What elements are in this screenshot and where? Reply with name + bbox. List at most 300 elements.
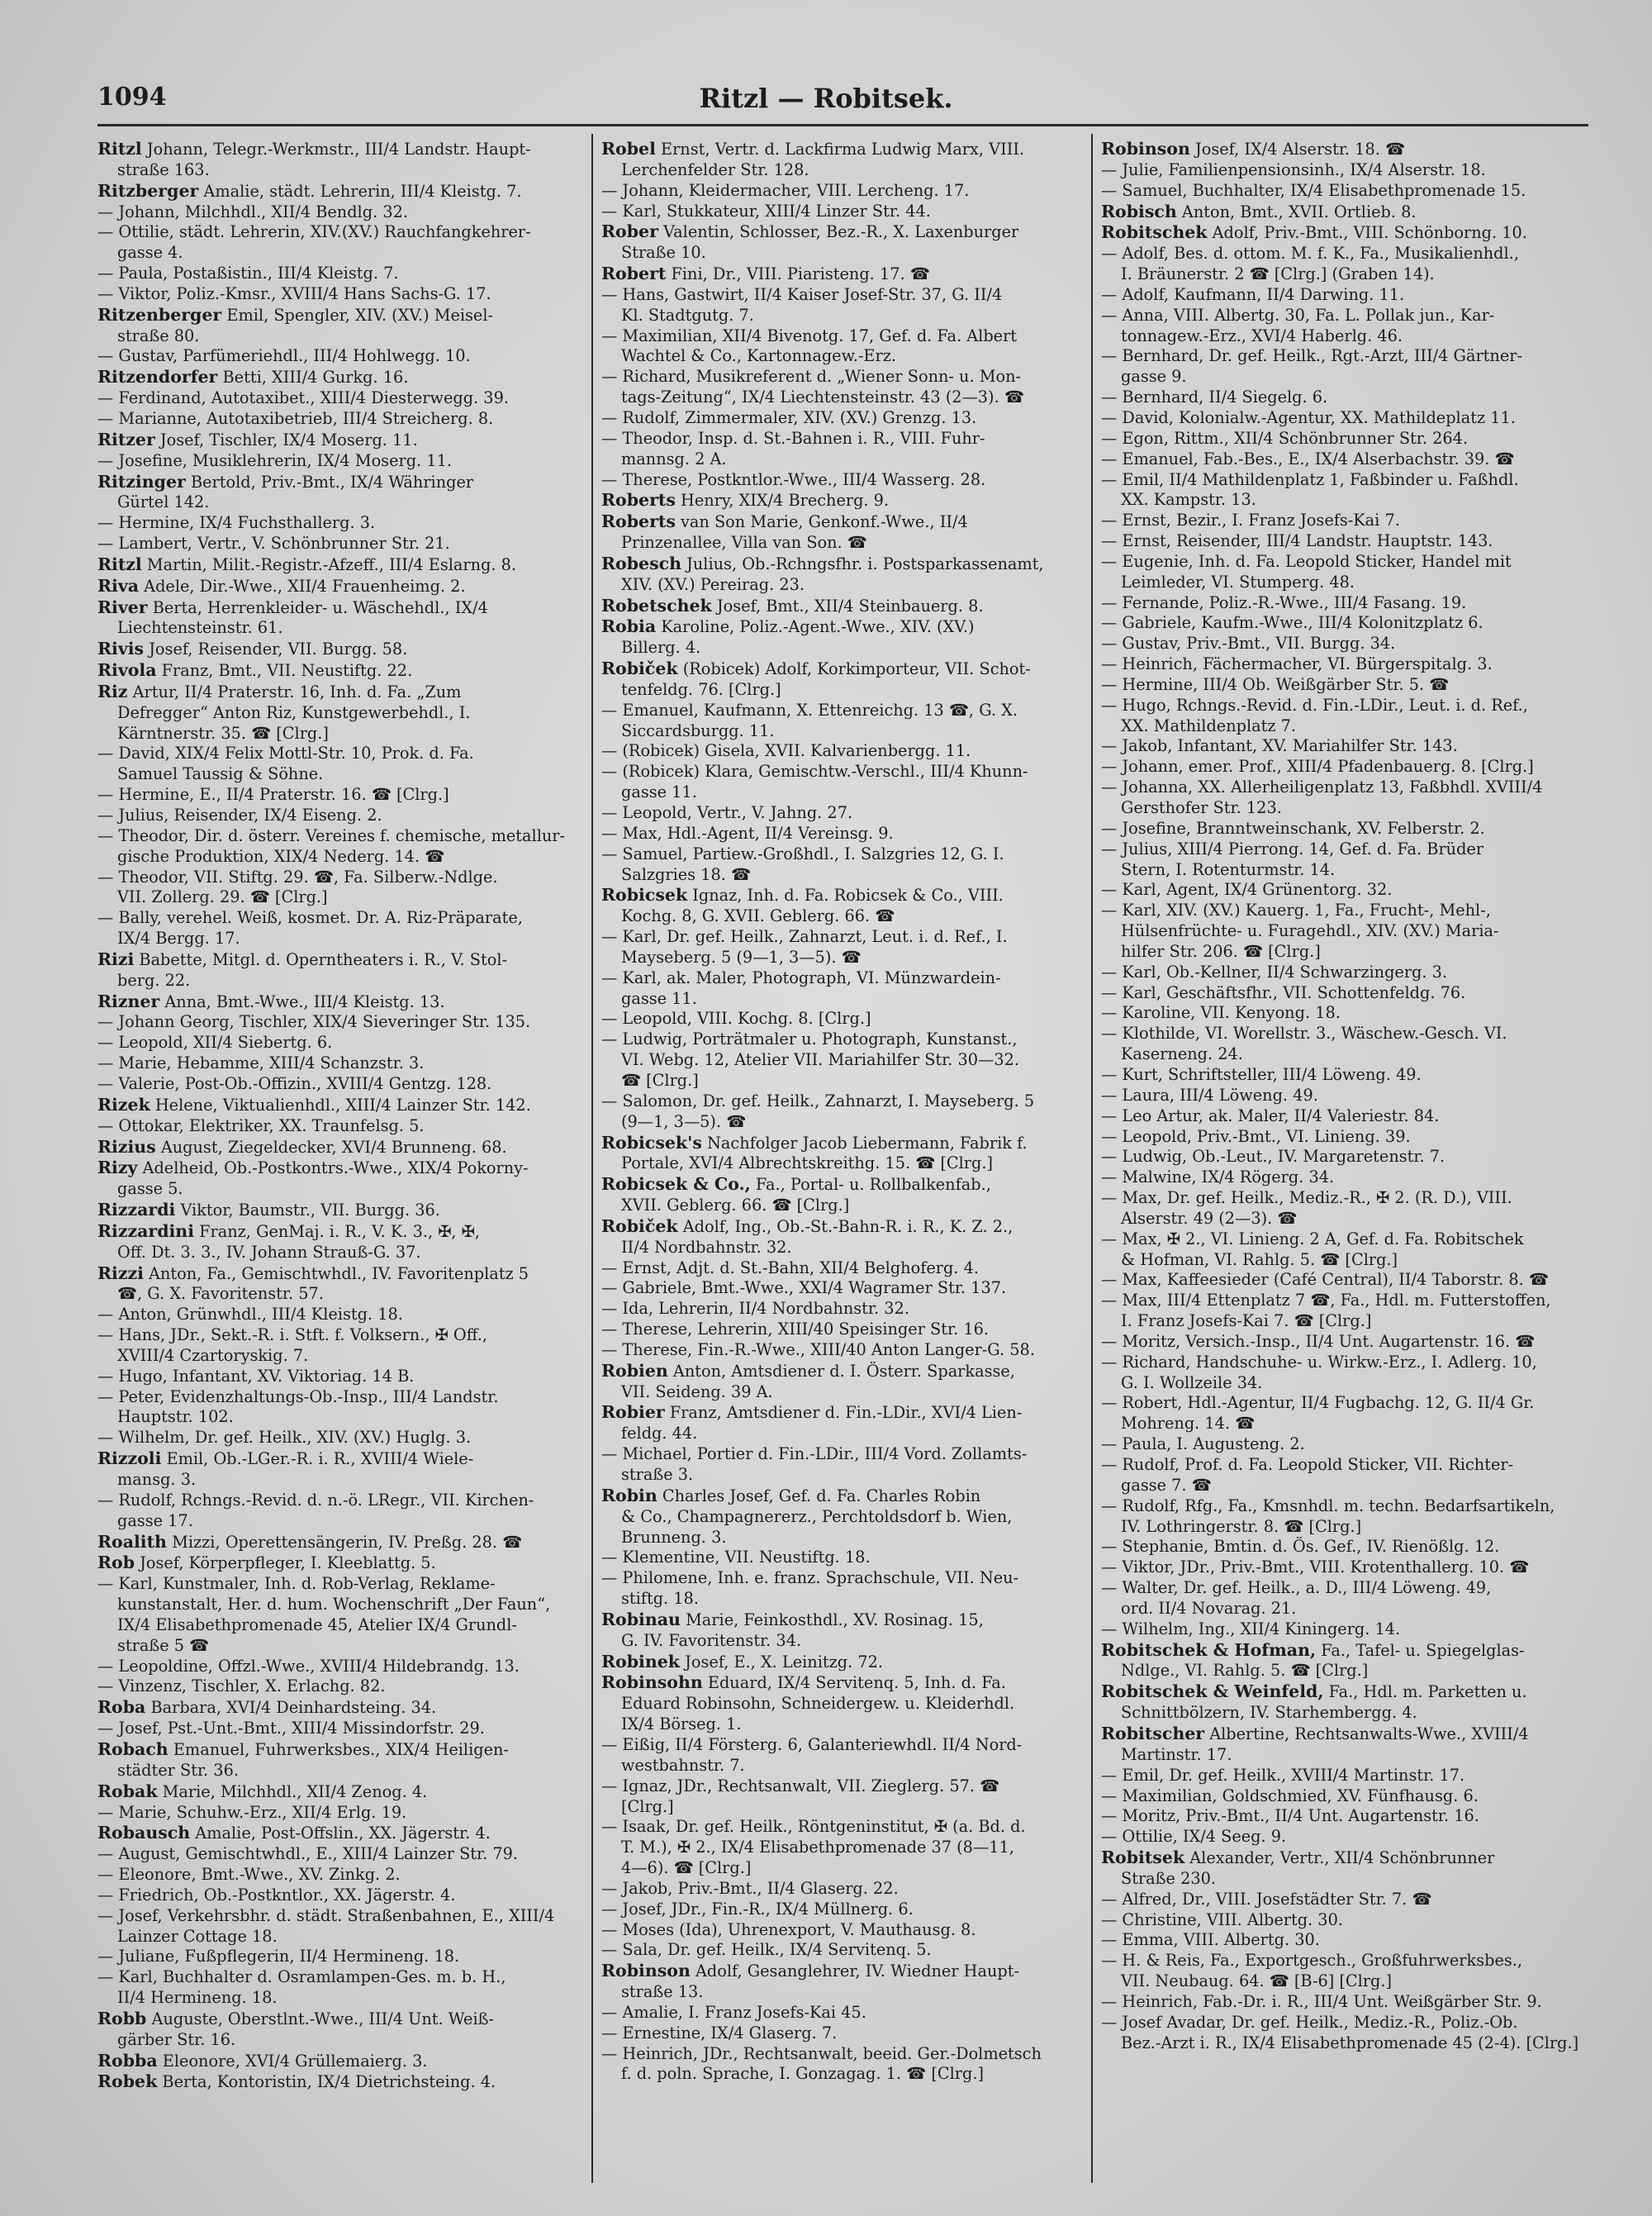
entry-text: Berta, Kontoristin, IX/4 Dietrichsteing. 4. [157,2072,496,2092]
entry-text: Eduard Robinsohn, Schneidergew. u. Kleiderhdl. [621,1694,1015,1714]
entry-sub-line [1101,757,1588,778]
entry-heading-line [97,430,585,451]
entry-surname: Rizzoli [97,1448,162,1469]
entry-text: — Paula, I. Augusteng. 2. [1101,1434,1305,1454]
entry-text: — Johann, emer. Prof., XIII/4 Pfadenbauerg. 8. [Clrg.] [1101,757,1534,777]
entry-text: XX. Mathildenplatz 7. [1121,716,1297,735]
entry-text: — Karl, Buchhalter d. Osramlampen-Ges. m. b. H., [97,1967,506,1987]
entry-text: — Hermine, E., II/4 Praterstr. 16. ☎ [Clrg.] [97,785,449,805]
entry-continuation-line [97,929,585,949]
entry-text: Valentin, Schlosser, Bez.-R., X. Laxenburger [657,222,1019,242]
entry-continuation-line [97,971,585,991]
entry-text: — Johann, Milchhdl., XII/4 Bendlg. 32. [97,202,408,221]
entry-surname: Robicsek & Co., [601,1174,751,1195]
entry-text: gärber Str. 16. [117,2029,236,2049]
entry-text: — Rudolf, Rfg., Fa., Kmsnhdl. m. techn. Bedarfsartikeln, [1101,1496,1555,1515]
entry-continuation-line [601,1382,1085,1403]
entry-text: — Max, ✠ 2., VI. Linieng. 2 A, Gef. d. Fa. Robitschek [1101,1229,1524,1248]
entry-text: — Ferdinand, Autotaxibet., XIII/4 Diesterwegg. 39. [97,388,509,408]
entry-surname: Robia [601,616,657,637]
entry-text: mansg. 3. [117,1470,197,1489]
entry-text: — Anton, Grünwhdl., III/4 Kleistg. 18. [97,1305,403,1324]
entry-sub-line [97,1491,585,1511]
entry-sub-line [1101,819,1588,839]
entry-surname: Rivola [97,660,157,681]
entry-text: & Hofman, VI. Rahlg. 5. ☎ [Clrg.] [1121,1249,1398,1269]
entry-sub-line [601,1735,1085,1756]
entry-surname: Robiček [601,1215,678,1236]
entry-sub-line [601,1091,1085,1112]
entry-text: — Josefine, Musiklehrerin, IX/4 Moserg. 11. [97,450,452,470]
entry-text: Kl. Stadtgutg. 7. [621,305,754,325]
entry-sub-line [601,741,1085,762]
entry-text: westbahnstr. 7. [621,1755,745,1775]
entry-continuation-line [601,1714,1085,1735]
entry-sub-line [601,1278,1085,1299]
entry-surname: Robicsek's [601,1132,702,1153]
entry-sub-line [601,968,1085,989]
entry-text: — Heinrich, JDr., Rechtsanwalt, beeid. Ger.-Dolmetsch [601,2043,1042,2063]
entry-text: — Marie, Hebamme, XIII/4 Schanzstr. 3. [97,1053,425,1073]
entry-sub-line [97,534,585,554]
entry-text: — Vinzenz, Tischler, X. Erlachg. 82. [97,1676,386,1696]
entry-text: — Julius, Reisender, IX/4 Eiseng. 2. [97,806,382,825]
entry-text: — Salomon, Dr. gef. Heilk., Zahnarzt, I. Mayseberg. 5 [601,1091,1035,1110]
entry-sub-line [1101,1106,1588,1127]
entry-text: ord. II/4 Novarag. 21. [1121,1598,1297,1618]
entry-text: T. M.), ✠ 2., IX/4 Elisabethpromenade 37 (8—11, [621,1838,1014,1857]
entry-text: Wachtel & Co., Kartonnagew.-Erz. [621,346,897,366]
entry-text: — Eißig, II/4 Försterg. 6, Galanteriewhdl. II/4 Nord- [601,1734,1023,1754]
entry-text: — Samuel, Partiew.-Großhdl., I. Salzgries 12, G. I. [601,844,1004,863]
entry-text: Emanuel, Fuhrwerksbes., XIX/4 Heiligen- [168,1739,509,1759]
entry-sub-line [601,1940,1085,1961]
entry-sub-line [1101,1332,1588,1353]
entry-continuation-line [1101,798,1588,819]
entry-sub-line [97,1844,585,1865]
entry-text: Kaserneng. 24. [1121,1044,1243,1064]
entry-text: Albertine, Rechtsanwalts-Wwe., XVIII/4 [1204,1724,1529,1743]
entry-surname: Rober [601,221,658,242]
entry-text: — Richard, Handschuhe- u. Wirkw.-Erz., I. Adlerg. 10, [1101,1352,1537,1372]
entry-sub-line [1101,1393,1588,1414]
entry-surname: Ritzl [97,139,142,159]
entry-heading-line [97,1553,585,1574]
entry-surname: Ritzinger [97,471,186,492]
entry-heading-line [97,1448,585,1470]
entry-surname: Robak [97,1781,158,1801]
entry-text: — Eleonore, Bmt.-Wwe., XV. Zinkg. 2. [97,1865,401,1885]
entry-text: Helene, Viktualienhdl., XIII/4 Lainzer Str. 142. [150,1095,531,1115]
entry-continuation-line [601,906,1085,927]
entry-sub-line [601,429,1085,449]
entry-text: — Emil, Dr. gef. Heilk., XVIII/4 Martinstr. 17. [1101,1765,1465,1785]
entry-sub-line [1101,1930,1588,1951]
entry-text: VII. Neubaug. 64. ☎ [B-6] [Clrg.] [1121,1971,1393,1991]
entry-surname: Rivis [97,639,145,659]
entry-text: VII. Seideng. 39 A. [621,1381,773,1401]
page-title: Ritzl — Robitsek. [699,83,953,114]
entry-continuation-line [601,1528,1085,1548]
entry-sub-line [601,1299,1085,1320]
entry-continuation-line [97,1511,585,1532]
entry-continuation-line [601,1756,1085,1776]
entry-heading-line [601,1216,1085,1238]
entry-heading-line [601,1133,1085,1154]
entry-sub-line [1101,1270,1588,1291]
entry-text: gasse 4. [117,243,183,263]
entry-heading-line [97,1532,585,1553]
entry-text: — Richard, Musikreferent d. „Wiener Sonn- u. Mon- [601,367,1022,387]
entry-text: — Laura, III/4 Löweng. 49. [1101,1085,1318,1105]
entry-text: Eleonore, XVI/4 Grüllemaierg. 3. [157,2051,428,2071]
entry-text: — Ernst, Reisender, III/4 Landstr. Hauptstr. 143. [1101,531,1493,551]
entry-continuation-line [601,306,1085,326]
entry-sub-line [1101,1455,1588,1476]
entry-text: — Jakob, Infantant, XV. Mariahilfer Str. 143. [1101,736,1458,756]
entry-text: — Adolf, Kaufmann, II/4 Darwing. 11. [1101,284,1405,304]
entry-sub-line [1101,1229,1588,1250]
entry-text: Adolf, Priv.-Bmt., VIII. Schönborng. 10. [1207,223,1527,243]
entry-text: Nachfolger Jacob Liebermann, Fabrik f. [701,1133,1028,1153]
entry-continuation-line [1101,1661,1588,1681]
entry-surname: Robinsohn [601,1672,703,1693]
entry-sub-line [1101,346,1588,367]
entry-continuation-line [1101,1209,1588,1229]
entry-surname: Robinau [601,1609,681,1629]
entry-text: — Hermine, IX/4 Fuchsthallerg. 3. [97,513,376,533]
entry-text: — Max, Kaffeesieder (Café Central), II/4 Taborstr. 8. ☎ [1101,1270,1549,1290]
entry-heading-line [1101,1640,1588,1662]
entry-text: — Gustav, Parfümeriehdl., III/4 Hohlwegg. 10. [97,346,471,366]
entry-continuation-line [97,326,585,347]
entry-continuation-line [601,575,1085,596]
entry-text: — Walter, Dr. gef. Heilk., a. D., III/4 Löweng. 49, [1101,1578,1492,1598]
entry-sub-line [601,2003,1085,2023]
entry-text: tenfeldg. 76. [Clrg.] [621,679,781,699]
entry-continuation-line [1101,490,1588,511]
entry-sub-line [601,1900,1085,1920]
entry-continuation-line [601,948,1085,968]
entry-heading-line [97,660,585,682]
entry-text: Fa., Tafel- u. Spiegelglas- [1316,1640,1525,1660]
entry-continuation-line [601,1153,1085,1174]
entry-text: G. I. Wollzeile 34. [1121,1372,1263,1392]
entry-text: gasse 5. [117,1179,183,1199]
entry-text: Prinzenallee, Villa van Son. ☎ [621,533,867,553]
entry-text: Amalie, Post-Offslin., XX. Jägerstr. 4. [190,1824,491,1843]
entry-surname: Robausch [97,1823,191,1843]
entry-sub-line [1101,675,1588,696]
entry-sub-line [97,1012,585,1033]
entry-sub-line [1101,901,1588,921]
entry-heading-line [601,264,1085,285]
entry-continuation-line [601,243,1085,264]
entry-text: Portale, XVI/4 Albrechtskreithg. 15. ☎ [Clrg.] [621,1153,994,1173]
entry-sub-line [97,826,585,847]
entry-continuation-line [97,2030,585,2051]
entry-text: — Hugo, Infantant, XV. Viktoriag. 14 B. [97,1366,415,1386]
entry-sub-line [97,1074,585,1095]
entry-surname: Riz [97,681,128,701]
entry-text: IX/4 Elisabethpromenade 45, Atelier IX/4 Grundl- [117,1614,517,1634]
entry-heading-line [601,1652,1085,1673]
entry-text: — Christine, VIII. Albertg. 30. [1101,1909,1343,1929]
entry-sub-line [97,264,585,284]
entry-text: — Karl, XIV. (XV.) Kauerg. 1, Fa., Frucht-, Mehl-, [1101,901,1491,920]
entry-text: XVIII/4 Czartoryskig. 7. [117,1345,309,1365]
entry-continuation-line [97,1346,585,1367]
entry-continuation-line [1101,942,1588,963]
column-divider-1 [591,134,593,2183]
entry-text: Bertold, Priv.-Bmt., IX/4 Währinger [185,472,474,492]
entry-sub-line [1101,1806,1588,1827]
entry-text: gasse 7. ☎ [1121,1475,1212,1495]
entry-text: — Isaak, Dr. gef. Heilk., Röntgeninstitut, ✠ (a. Bd. d. [601,1817,1026,1837]
entry-surname: Robach [97,1738,169,1759]
entry-surname: Rizzi [97,1263,144,1283]
entry-sub-line [1101,306,1588,326]
entry-continuation-line [601,346,1085,367]
entry-sub-line [97,284,585,305]
entry-text: — Ernestine, IX/4 Glaserg. 7. [601,2023,838,2042]
entry-text: — Peter, Evidenzhaltungs-Ob.-Insp., III/4 Landstr. [97,1386,499,1406]
entry-sub-line [601,1009,1085,1030]
entry-heading-line [601,616,1085,638]
entry-heading-line [601,1672,1085,1694]
entry-sub-line [97,1116,585,1137]
entry-heading-line [1101,202,1588,223]
entry-text: — Juliane, Fußpflegerin, II/4 Hermineng. 18. [97,1947,460,1966]
entry-text: — August, Gemischtwhdl., E., XIII/4 Lainzer Str. 79. [97,1844,519,1864]
entry-surname: Roberts [601,490,676,511]
entry-text: kunstanstalt, Her. d. hum. Wochenschrift „Der Faun“, [117,1595,551,1614]
entry-surname: Robinson [601,1961,691,1981]
entry-text: — Leopold, Priv.-Bmt., VI. Linieng. 39. [1101,1126,1411,1146]
entry-text: Martinstr. 17. [1121,1744,1232,1764]
entry-text: Alexander, Vertr., XII/4 Schönbrunner [1184,1848,1495,1868]
entry-text: Josef, Tischler, IX/4 Moserg. 11. [154,430,418,449]
entry-text: — Therese, Postkntlor.-Wwe., III/4 Wasserg. 28. [601,469,986,489]
entry-surname: Ritzenberger [97,304,222,325]
entry-surname: Rizek [97,1094,150,1115]
entry-text: — Ottilie, städt. Lehrerin, XIV.(XV.) Rauchfangkehrer- [97,222,531,242]
entry-heading-line [1101,1681,1588,1703]
entry-continuation-line [97,1470,585,1491]
entry-sub-line [601,1548,1085,1568]
entry-continuation-line [97,492,585,513]
entry-text: — Leopoldine, Offzl.-Wwe., XVIII/4 Hildebrandg. 13. [97,1656,520,1676]
entry-sub-line [1101,1992,1588,2013]
entry-sub-line [97,1053,585,1074]
entry-sub-line [97,868,585,888]
entry-text: VII. Zollerg. 29. ☎ [Clrg.] [117,887,328,907]
entry-continuation-line [601,533,1085,554]
entry-heading-line [601,221,1085,243]
entry-continuation-line [97,887,585,908]
entry-text: — Leo Artur, ak. Maler, II/4 Valeriestr. 84. [1101,1106,1440,1125]
entry-sub-line [97,409,585,430]
entry-text: — Theodor, Insp. d. St.-Bahnen i. R., VIII. Fuhr- [601,428,985,448]
entry-text: — Adolf, Bes. d. ottom. M. f. K., Fa., Musikalienhdl., [1101,244,1519,264]
entry-continuation-line [1101,326,1588,347]
entry-continuation-line [601,1238,1085,1258]
entry-text: — Leopold, XII/4 Siebertg. 6. [97,1033,333,1053]
entry-sub-line [601,1817,1085,1838]
entry-text: Amalie, städt. Lehrerin, III/4 Kleistg. 7. [198,181,522,201]
entry-continuation-line [601,1071,1085,1091]
entry-surname: Rizner [97,991,160,1011]
entry-heading-line [601,1486,1085,1507]
entry-text: Henry, XIX/4 Brecherg. 9. [675,491,890,511]
column-3 [1101,139,1588,2188]
entry-sub-line [601,326,1085,347]
entry-sub-line [601,701,1085,721]
entry-text: gasse 9. [1121,367,1187,387]
entry-text: — Bernhard, II/4 Siegelg. 6. [1101,388,1328,407]
entry-surname: Rizius [97,1136,156,1157]
entry-sub-line [601,1340,1085,1361]
entry-text: Mohreng. 14. ☎ [1121,1414,1256,1434]
entry-text: — Moses (Ida), Uhrenexport, V. Mauthausg. 8. [601,1919,976,1939]
entry-heading-line [1101,1724,1588,1745]
entry-continuation-line [1101,1599,1588,1619]
entry-text: Franz, Bmt., VII. Neustiftg. 22. [156,661,413,681]
entry-sub-line [97,346,585,367]
entry-sub-line [1101,778,1588,798]
entry-text: — Julie, Familienpensionsinh., IX/4 Alserstr. 18. [1101,159,1486,179]
entry-surname: Robesch [601,553,682,573]
entry-surname: Ritzl [97,554,142,574]
entry-continuation-line [1101,264,1588,285]
entry-text: — Klothilde, VI. Worellstr. 3., Wäschew.-Gesch. VI. [1101,1024,1507,1044]
entry-text: Straße 10. [621,243,706,263]
entry-text: Fa., Hdl. m. Parketten u. [1323,1682,1527,1702]
entry-continuation-line [97,618,585,639]
entry-text: Hauptstr. 102. [117,1407,234,1427]
entry-sub-line [97,806,585,826]
entry-heading-line [97,1823,585,1844]
entry-text: Karoline, Poliz.-Agent.-Wwe., XIV. (XV.) [656,617,975,637]
entry-text: Viktor, Baumstr., VII. Burgg. 36. [175,1201,440,1220]
entry-text: — Therese, Lehrerin, XIII/40 Speisinger Str. 16. [601,1320,990,1339]
entry-text: — Maximilian, Goldschmied, XV. Fünfhausg. 6. [1101,1786,1479,1805]
entry-heading-line [97,554,585,576]
entry-text: Anton, Amtsdiener d. I. Österr. Sparkasse, [667,1361,1015,1381]
entry-text: — Wilhelm, Ing., XII/4 Kiningerg. 14. [1101,1619,1401,1638]
entry-sub-line [1101,1537,1588,1557]
entry-text: Straße 230. [1121,1868,1217,1888]
entry-sub-line [601,1320,1085,1340]
entry-sub-line [1101,654,1588,675]
entry-sub-line [1101,181,1588,202]
entry-text: gasse 11. [621,782,697,802]
entry-text: — Emanuel, Kaufmann, X. Ettenreichg. 13 ☎, G. X. [601,700,1018,720]
entry-text: — Hermine, III/4 Ob. Weißgärber Str. 5. ☎ [1101,674,1450,694]
entry-sub-line [97,1305,585,1325]
entry-text: — Gustav, Priv.-Bmt., VII. Burgg. 34. [1101,634,1396,654]
entry-text: — Max, Hdl.-Agent, II/4 Vereinsg. 9. [601,823,894,843]
entry-sub-line [1101,613,1588,634]
entry-text: — Johann, Kleidermacher, VIII. Lercheng. 17. [601,180,970,200]
entry-heading-line [601,554,1085,575]
entry-text: Josef, IX/4 Alserstr. 18. ☎ [1189,140,1405,159]
entry-sub-line [1101,1167,1588,1188]
entry-sub-line [1101,1619,1588,1640]
entry-text: ☎, G. X. Favoritenstr. 57. [117,1284,324,1304]
entry-text: — Viktor, JDr., Priv.-Bmt., VIII. Krotenthallerg. 10. ☎ [1101,1557,1530,1577]
entry-heading-line [601,885,1085,906]
entry-continuation-line [601,1982,1085,2003]
entry-text: — Karl, Dr. gef. Heilk., Zahnarzt, Leut. i. d. Ref., I. [601,927,1008,947]
entry-text: — Heinrich, Fab.-Dr. i. R., III/4 Unt. Weißgärber Str. 9. [1101,1991,1542,2011]
entry-continuation-line [601,1858,1085,1879]
entry-sub-line [1101,1766,1588,1786]
entry-text: Berta, Herrenkleider- u. Wäschehdl., IX/4 [147,597,488,617]
entry-heading-line [97,1263,585,1285]
entry-continuation-line [1101,1373,1588,1394]
entry-text: — Emma, VIII. Albertg. 30. [1101,1930,1320,1950]
entry-heading-line [97,949,585,971]
entry-text: — Julius, XIII/4 Pierrong. 14, Gef. d. Fa. Brüder [1101,839,1484,858]
entry-text: Lainzer Cottage 18. [117,1926,278,1946]
entry-text: Adelheid, Ob.-Postkontrs.-Wwe., XIX/4 Pokorny- [137,1158,529,1178]
entry-text: — David, XIX/4 Felix Mottl-Str. 10, Prok. d. Fa. [97,744,474,763]
entry-continuation-line [97,1179,585,1200]
entry-text: Adolf, Gesanglehrer, IV. Wiedner Haupt- [690,1962,1020,1981]
entry-continuation-line [601,721,1085,742]
entry-sub-line [601,1258,1085,1279]
entry-continuation-line [97,1407,585,1428]
entry-sub-line [97,1657,585,1677]
entry-sub-line [1101,1024,1588,1044]
entry-continuation-line [1101,1250,1588,1271]
entry-continuation-line [1101,573,1588,593]
entry-text: Leimleder, VI. Stumperg. 48. [1121,572,1355,592]
entry-continuation-line [1101,860,1588,881]
entry-text: — Ignaz, JDr., Rechtsanwalt, VII. Zieglerg. 57. ☎ [601,1776,1000,1795]
entry-text: I. Franz Josefs-Kai 7. ☎ [Clrg.] [1121,1311,1372,1331]
entry-text: Off. Dt. 3. 3., IV. Johann Strauß-G. 37. [117,1242,421,1262]
entry-surname: Robinek [601,1651,680,1672]
entry-text: Bez.-Arzt i. R., IX/4 Elisabethpromenade 45 (2-4). [Clrg.] [1121,2033,1579,2052]
entry-sub-line [1101,1890,1588,1910]
entry-continuation-line [601,1424,1085,1444]
entry-heading-line [601,596,1085,617]
entry-text: berg. 22. [117,970,191,990]
entry-surname: Robetschek [601,595,712,616]
entry-surname: Robel [601,139,656,159]
entry-sub-line [1101,1496,1588,1517]
entry-text: Artur, II/4 Praterstr. 16, Inh. d. Fa. „Zum [127,682,462,701]
entry-text: Betti, XIII/4 Gurkg. 16. [217,368,409,388]
entry-text: Adele, Dir.-Wwe., XII/4 Frauenheimg. 2. [139,576,466,596]
entry-sub-line [97,744,585,764]
entry-sub-line [97,1967,585,1988]
entry-text: — Gabriele, Bmt.-Wwe., XXI/4 Wagramer Str. 137. [601,1278,1007,1298]
entry-continuation-line [97,243,585,264]
entry-sub-line [97,222,585,243]
column-2 [601,139,1085,2188]
entry-text: — Theodor, VII. Stiftg. 29. ☎, Fa. Silberw.-Ndlge. [97,867,498,887]
entry-text: — Gabriele, Kaufm.-Wwe., III/4 Kolonitzplatz 6. [1101,613,1483,633]
entry-text: tonnagew.-Erz., XVI/4 Haberlg. 46. [1121,326,1403,345]
entry-continuation-line [1101,1703,1588,1724]
entry-heading-line [1101,1847,1588,1869]
entry-sub-line [1101,408,1588,429]
entry-text: — Theodor, Dir. d. österr. Vereines f. chemische, metallur- [97,825,566,845]
entry-text: — Ottokar, Elektriker, XX. Traunfelsg. 5. [97,1115,425,1135]
